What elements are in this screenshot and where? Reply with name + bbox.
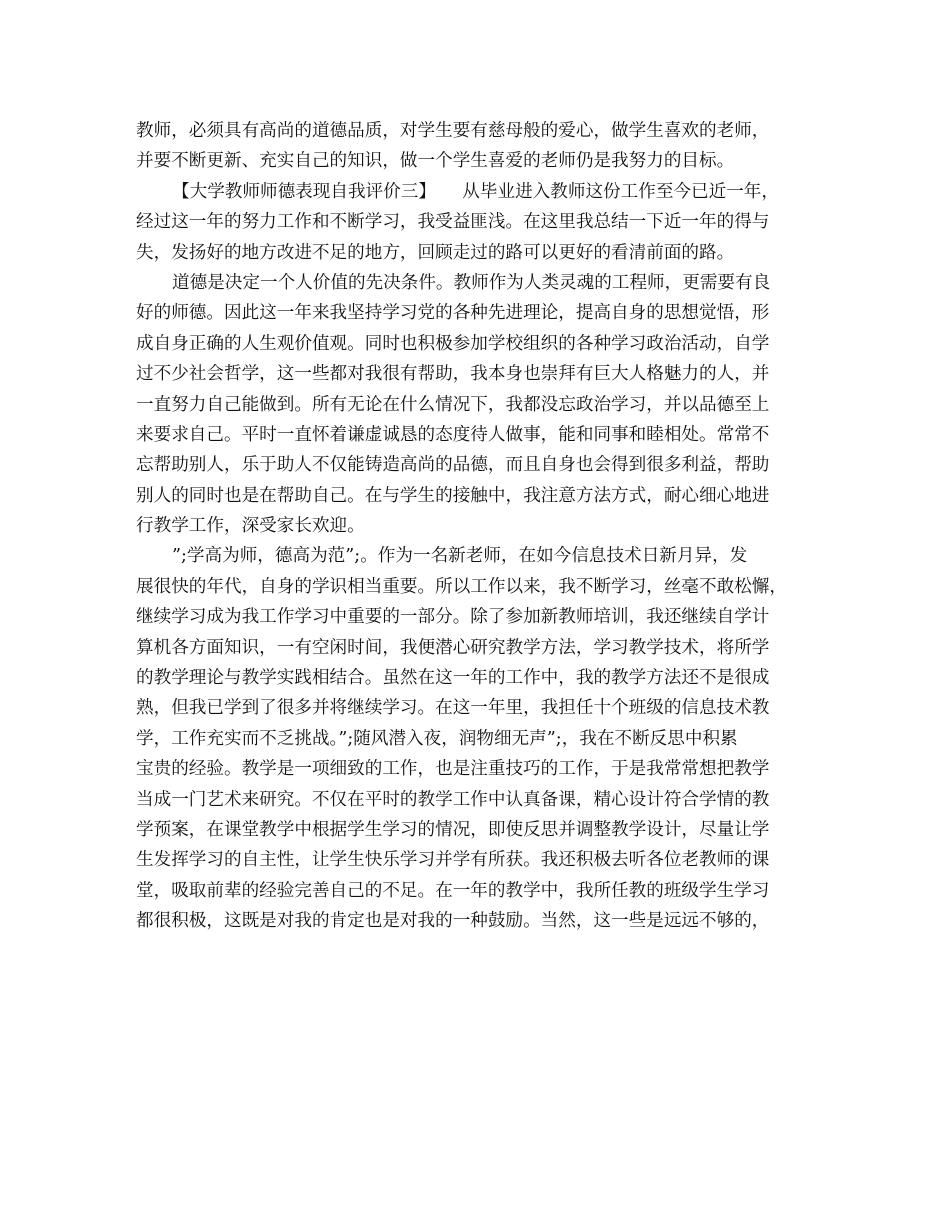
text-line: 并要不断更新、充实自己的知识，做一个学生喜爱的老师仍是我努力的目标。 — [136, 151, 735, 172]
text-line: 生发挥学习的自主性，让学生快乐学习并学有所获。我还积极去听各位老教师的课 — [136, 850, 770, 871]
text-line: 过不少社会哲学，这一些都对我很有帮助，我本身也崇拜有巨大人格魅力的人，并 — [136, 364, 770, 385]
text-line: 都很积极，这既是对我的肯定也是对我的一种鼓励。当然，这一些是远远不够的， — [136, 911, 770, 932]
paragraph-section-three — [136, 177, 826, 268]
text-line: 经过这一年的努力工作和不断学习，我受益匪浅。在这里我总结一下近一年的得与 — [136, 212, 770, 233]
text-line: 行教学工作，深受家长欢迎。 — [136, 516, 365, 537]
text-line: 的教学理论与教学实践相结合。虽然在这一年的工作中，我的教学方法还不是很成 — [136, 668, 770, 689]
text-line: 堂，吸取前辈的经验完善自己的不足。在一年的教学中，我所任教的班级学生学习 — [136, 880, 770, 901]
text-line: 一直努力自己能做到。所有无论在什么情况下，我都没忘政治学习，并以品德至上 — [136, 394, 770, 415]
text-line: 失，发扬好的地方改进不足的地方，回顾走过的路可以更好的看清前面的路。 — [136, 242, 735, 263]
text-line: 算机各方面知识，一有空闲时间，我便潜心研究教学方法，学习教学技术，将所学 — [136, 637, 770, 658]
text-line: 展很快的年代，自身的学识相当重要。所以工作以来，我不断学习，丝毫不敢松懈， — [136, 576, 787, 597]
text-line: 继续学习成为我工作学习中重要的一部分。除了参加新教师培训，我还继续自学计 — [136, 607, 770, 628]
paragraph-intro-tail — [136, 116, 826, 177]
text-line: 教师，必须具有高尚的道德品质，对学生要有慈母般的爱心，做学生喜欢的老师， — [136, 121, 770, 141]
text-line: 宝贵的经验。教学是一项细致的工作，也是注重技巧的工作，于是我常常想把教学 — [136, 759, 770, 780]
text-line: 熟，但我已学到了很多并将继续学习。在这一年里，我担任十个班级的信息技术教 — [136, 698, 770, 719]
paragraph-morality — [136, 268, 826, 542]
text-line: 忘帮助别人，乐于助人不仅能铸造高尚的品德，而且自身也会得到很多利益，帮助 — [136, 455, 770, 476]
text-line: 【大学教师师德表现自我评价三】 从毕业进入教师这份工作至今已近一年， — [172, 181, 779, 202]
text-line: 学，工作充实而不乏挑战。”;随风潜入夜，润物细无声”;，我在不断反思中积累 — [136, 728, 738, 749]
text-line: 道德是决定一个人价值的先决条件。教师作为人类灵魂的工程师，更需要有良 — [172, 272, 771, 293]
paragraph-learning — [136, 541, 826, 936]
text-line: 别人的同时也是在帮助自己。在与学生的接触中，我注意方法方式，耐心细心地进 — [136, 485, 770, 506]
text-line: ”;学高为师，德高为范”;。作为一名新老师，在如今信息技术日新月异，发 — [172, 546, 748, 567]
text-line: 好的师德。因此这一年来我坚持学习党的各种先进理论，提高自身的思想觉悟，形 — [136, 303, 770, 324]
document-body — [136, 116, 826, 937]
text-line: 来要求自己。平时一直怀着谦虚诚恳的态度待人做事，能和同事和睦相处。常常不 — [136, 424, 770, 445]
text-line: 学预案，在课堂教学中根据学生学习的情况，即使反思并调整教学设计，尽量让学 — [136, 819, 770, 840]
text-line: 成自身正确的人生观价值观。同时也积极参加学校组织的各种学习政治活动，自学 — [136, 333, 770, 354]
text-line: 当成一门艺术来研究。不仅在平时的教学工作中认真备课，精心设计符合学情的教 — [136, 789, 770, 810]
